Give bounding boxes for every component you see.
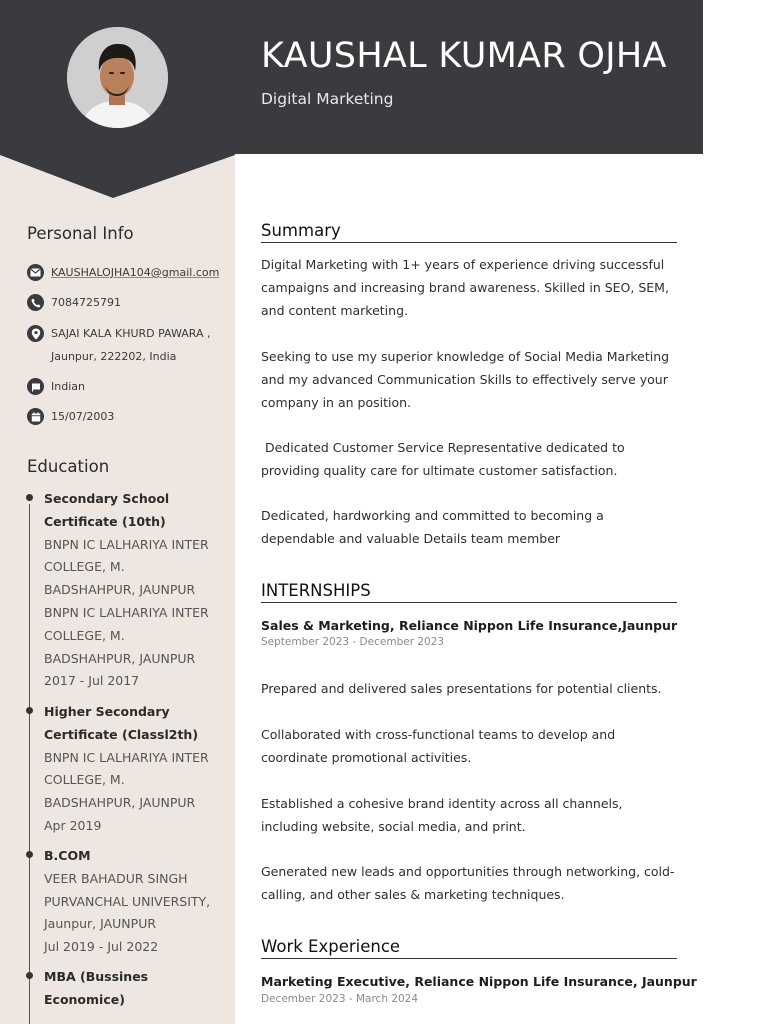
- summary-heading: Summary: [261, 221, 677, 243]
- internship-title: Sales & Marketing, Reliance Nippon Life Insurance,Jaunpur: [261, 618, 678, 633]
- summary-paragraph: Dedicated, hardworking and committed to becoming a dependable and valuable Details team member: [261, 508, 604, 546]
- education-detail: BADSHAHPUR, JAUNPUR: [44, 582, 196, 598]
- education-item: [44, 488, 219, 693]
- education-dates: 2017 - Jul 2017: [44, 673, 140, 689]
- timeline-dot: [26, 494, 33, 501]
- education-detail: COLLEGE, M.: [44, 559, 125, 575]
- timeline-dot: [26, 972, 33, 979]
- address-line-1: SAJAI KALA KHURD PAWARA ,: [51, 327, 211, 340]
- education-detail: BNPN IC LALHARIYA INTER: [44, 604, 209, 620]
- education-title: Secondary School: [44, 491, 170, 506]
- summary-paragraph: Seeking to use my superior knowledge of Social Media Marketing and my advanced Communication Skills to effectively serve your company in an position.: [261, 349, 670, 410]
- summary-paragraph: Dedicated Customer Service Representative dedicated to providing quality care for ultimate customer satisfaction.: [261, 440, 629, 478]
- education-detail: PURVANCHAL UNIVERSITY,: [44, 893, 211, 909]
- work-experience-heading: Work Experience: [261, 937, 677, 959]
- education-item: [44, 701, 219, 838]
- location-icon: [27, 325, 44, 342]
- education-detail: VEER BAHADUR SINGH: [44, 870, 188, 886]
- education-heading: Education: [27, 457, 110, 476]
- candidate-name: KAUSHAL KUMAR OJHA: [261, 36, 667, 76]
- phone-number: 7084725791: [51, 296, 121, 309]
- nationality: Indian: [51, 380, 85, 393]
- timeline-dot: [26, 707, 33, 714]
- nationality-row: [27, 378, 85, 398]
- personal-info-heading: Personal Info: [27, 224, 134, 243]
- internship-bullet: Prepared and delivered sales presentations for potential clients.: [261, 681, 662, 696]
- email-link[interactable]: KAUSHALOJHA104@gmail.com: [51, 266, 220, 279]
- education-detail: BADSHAHPUR, JAUNPUR: [44, 795, 196, 811]
- calendar-icon: [27, 408, 44, 425]
- work-title: Marketing Executive, Reliance Nippon Life Insurance, Jaunpur: [261, 974, 697, 989]
- address-row: [27, 325, 211, 368]
- email-icon: [27, 264, 44, 281]
- email-row: [27, 264, 219, 284]
- address: [51, 322, 211, 368]
- phone-row: [27, 294, 121, 314]
- timeline-dot: [26, 851, 33, 858]
- education-title: Higher Secondary: [44, 704, 170, 719]
- summary-paragraph: Digital Marketing with 1+ years of experience driving successful campaigns and increasing brand awareness. Skilled in SEO, SEM, and content marketing.: [261, 257, 669, 318]
- education-detail: COLLEGE, M.: [44, 772, 125, 788]
- dob-row: [27, 408, 114, 428]
- education-detail: BNPN IC LALHARIYA INTER: [44, 536, 209, 552]
- education-item: [44, 966, 219, 1012]
- date-of-birth: 15/07/2003: [51, 410, 115, 423]
- education-dates: Jul 2019 - Jul 2022: [44, 939, 159, 955]
- education-title: B.COM: [44, 848, 91, 863]
- profile-photo: [67, 27, 168, 128]
- internship-bullet: Collaborated with cross-functional teams to develop and coordinate promotional activities.: [261, 727, 616, 765]
- education-title: MBA (Bussines Economice): [44, 969, 149, 1007]
- flag-icon: [27, 378, 44, 395]
- education-item: [44, 845, 219, 959]
- education-detail: COLLEGE, M.: [44, 627, 125, 643]
- education-title: Certificate (10th): [44, 513, 166, 529]
- education-detail: BNPN IC LALHARIYA INTER: [44, 749, 209, 765]
- work-dates: December 2023 - March 2024: [261, 993, 419, 1005]
- internship-bullet: Generated new leads and opportunities through networking, cold-calling, and other sales & marketing techniques.: [261, 864, 675, 902]
- internships-heading: INTERNSHIPS: [261, 581, 677, 603]
- education-detail: BADSHAHPUR, JAUNPUR: [44, 650, 196, 666]
- internship-dates: September 2023 - December 2023: [261, 636, 445, 648]
- education-detail: Jaunpur, JAUNPUR: [44, 916, 157, 932]
- education-timeline: [29, 504, 30, 1024]
- candidate-role: Digital Marketing: [261, 90, 394, 108]
- education-dates: Apr 2019: [44, 817, 102, 833]
- internship-bullet: Established a cohesive brand identity across all channels, including website, social media, and print.: [261, 796, 623, 834]
- education-title: Certificate (Classl2th): [44, 726, 199, 742]
- address-line-2: Jaunpur, 222202, India: [51, 350, 177, 363]
- sidebar-chevron: [0, 153, 235, 199]
- phone-icon: [27, 294, 44, 311]
